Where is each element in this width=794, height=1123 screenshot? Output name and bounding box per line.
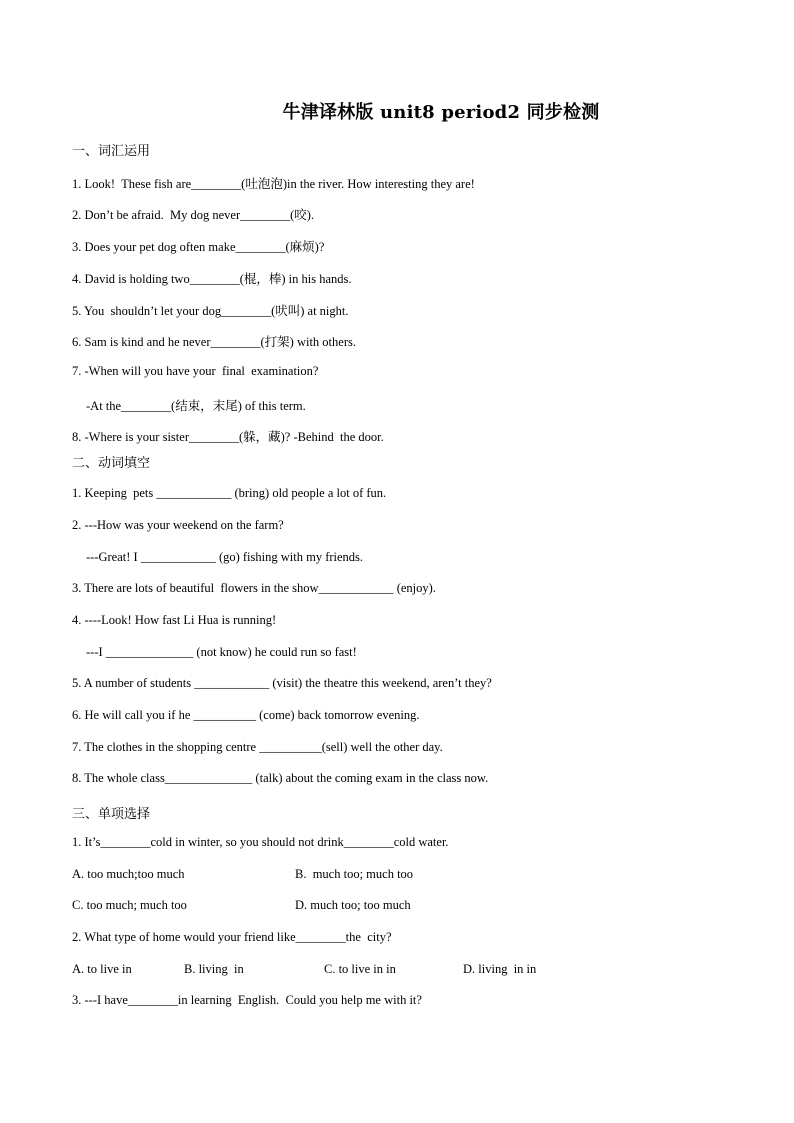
question-line: 3. ---I have________in learning English. Could you help me with it?	[72, 993, 422, 1007]
question-line: 4. David is holding two________(棍，棒) in his hands.	[72, 272, 352, 286]
question-line: -At the________(结束，末尾) of this term.	[86, 399, 306, 413]
section-heading-vocabulary: 一、词汇运用	[72, 144, 151, 159]
option-a: A. too much;too much	[72, 867, 185, 881]
question-line: 3. There are lots of beautiful flowers in the show____________ (enjoy).	[72, 581, 436, 595]
question-line: 4. ----Look! How fast Li Hua is running!	[72, 613, 277, 627]
section-heading-verbs: 二、动词填空	[72, 456, 151, 471]
question-line: 2. ---How was your weekend on the farm?	[72, 518, 284, 532]
question-line: 1. It’s________cold in winter, so you should not drink________cold water.	[72, 835, 449, 849]
question-line: 2. Don’t be afraid. My dog never________(咬).	[72, 208, 315, 222]
option-c: C. to live in in	[324, 962, 396, 976]
option-a: A. to live in	[72, 962, 132, 976]
question-line: 3. Does your pet dog often make________(麻烦)?	[72, 240, 325, 254]
question-line: 5. You shouldn’t let your dog________(吠叫) at night.	[72, 304, 349, 318]
question-line: ---I ______________ (not know) he could run so fast!	[86, 645, 357, 659]
question-line: 1. Keeping pets ____________ (bring) old people a lot of fun.	[72, 486, 387, 500]
option-d: D. living in in	[463, 962, 537, 976]
section-heading-choice: 三、单项选择	[72, 807, 151, 822]
option-b: B. living in	[184, 962, 244, 976]
question-line: 8. The whole class______________ (talk) about the coming exam in the class now.	[72, 771, 489, 785]
question-line: 6. Sam is kind and he never________(打架) with others.	[72, 335, 356, 349]
question-line: 8. -Where is your sister________(躲，藏)? -Behind the door.	[72, 430, 384, 444]
option-c: C. too much; much too	[72, 898, 187, 912]
option-d: D. much too; too much	[295, 898, 411, 912]
question-line: 1. Look! These fish are________(吐泡泡)in the river. How interesting they are!	[72, 177, 475, 191]
question-line: 7. -When will you have your final examination?	[72, 364, 319, 378]
question-line: 6. He will call you if he __________ (come) back tomorrow evening.	[72, 708, 420, 722]
question-line: ---Great! I ____________ (go) fishing with my friends.	[86, 550, 364, 564]
question-line: 5. A number of students ____________ (visit) the theatre this weekend, aren’t they?	[72, 676, 492, 690]
page-title: 牛津译林版 unit8 period2 同步检测	[282, 102, 600, 123]
question-line: 2. What type of home would your friend like________the city?	[72, 930, 392, 944]
option-b: B. much too; much too	[295, 867, 414, 881]
question-line: 7. The clothes in the shopping centre __________(sell) well the other day.	[72, 740, 443, 754]
